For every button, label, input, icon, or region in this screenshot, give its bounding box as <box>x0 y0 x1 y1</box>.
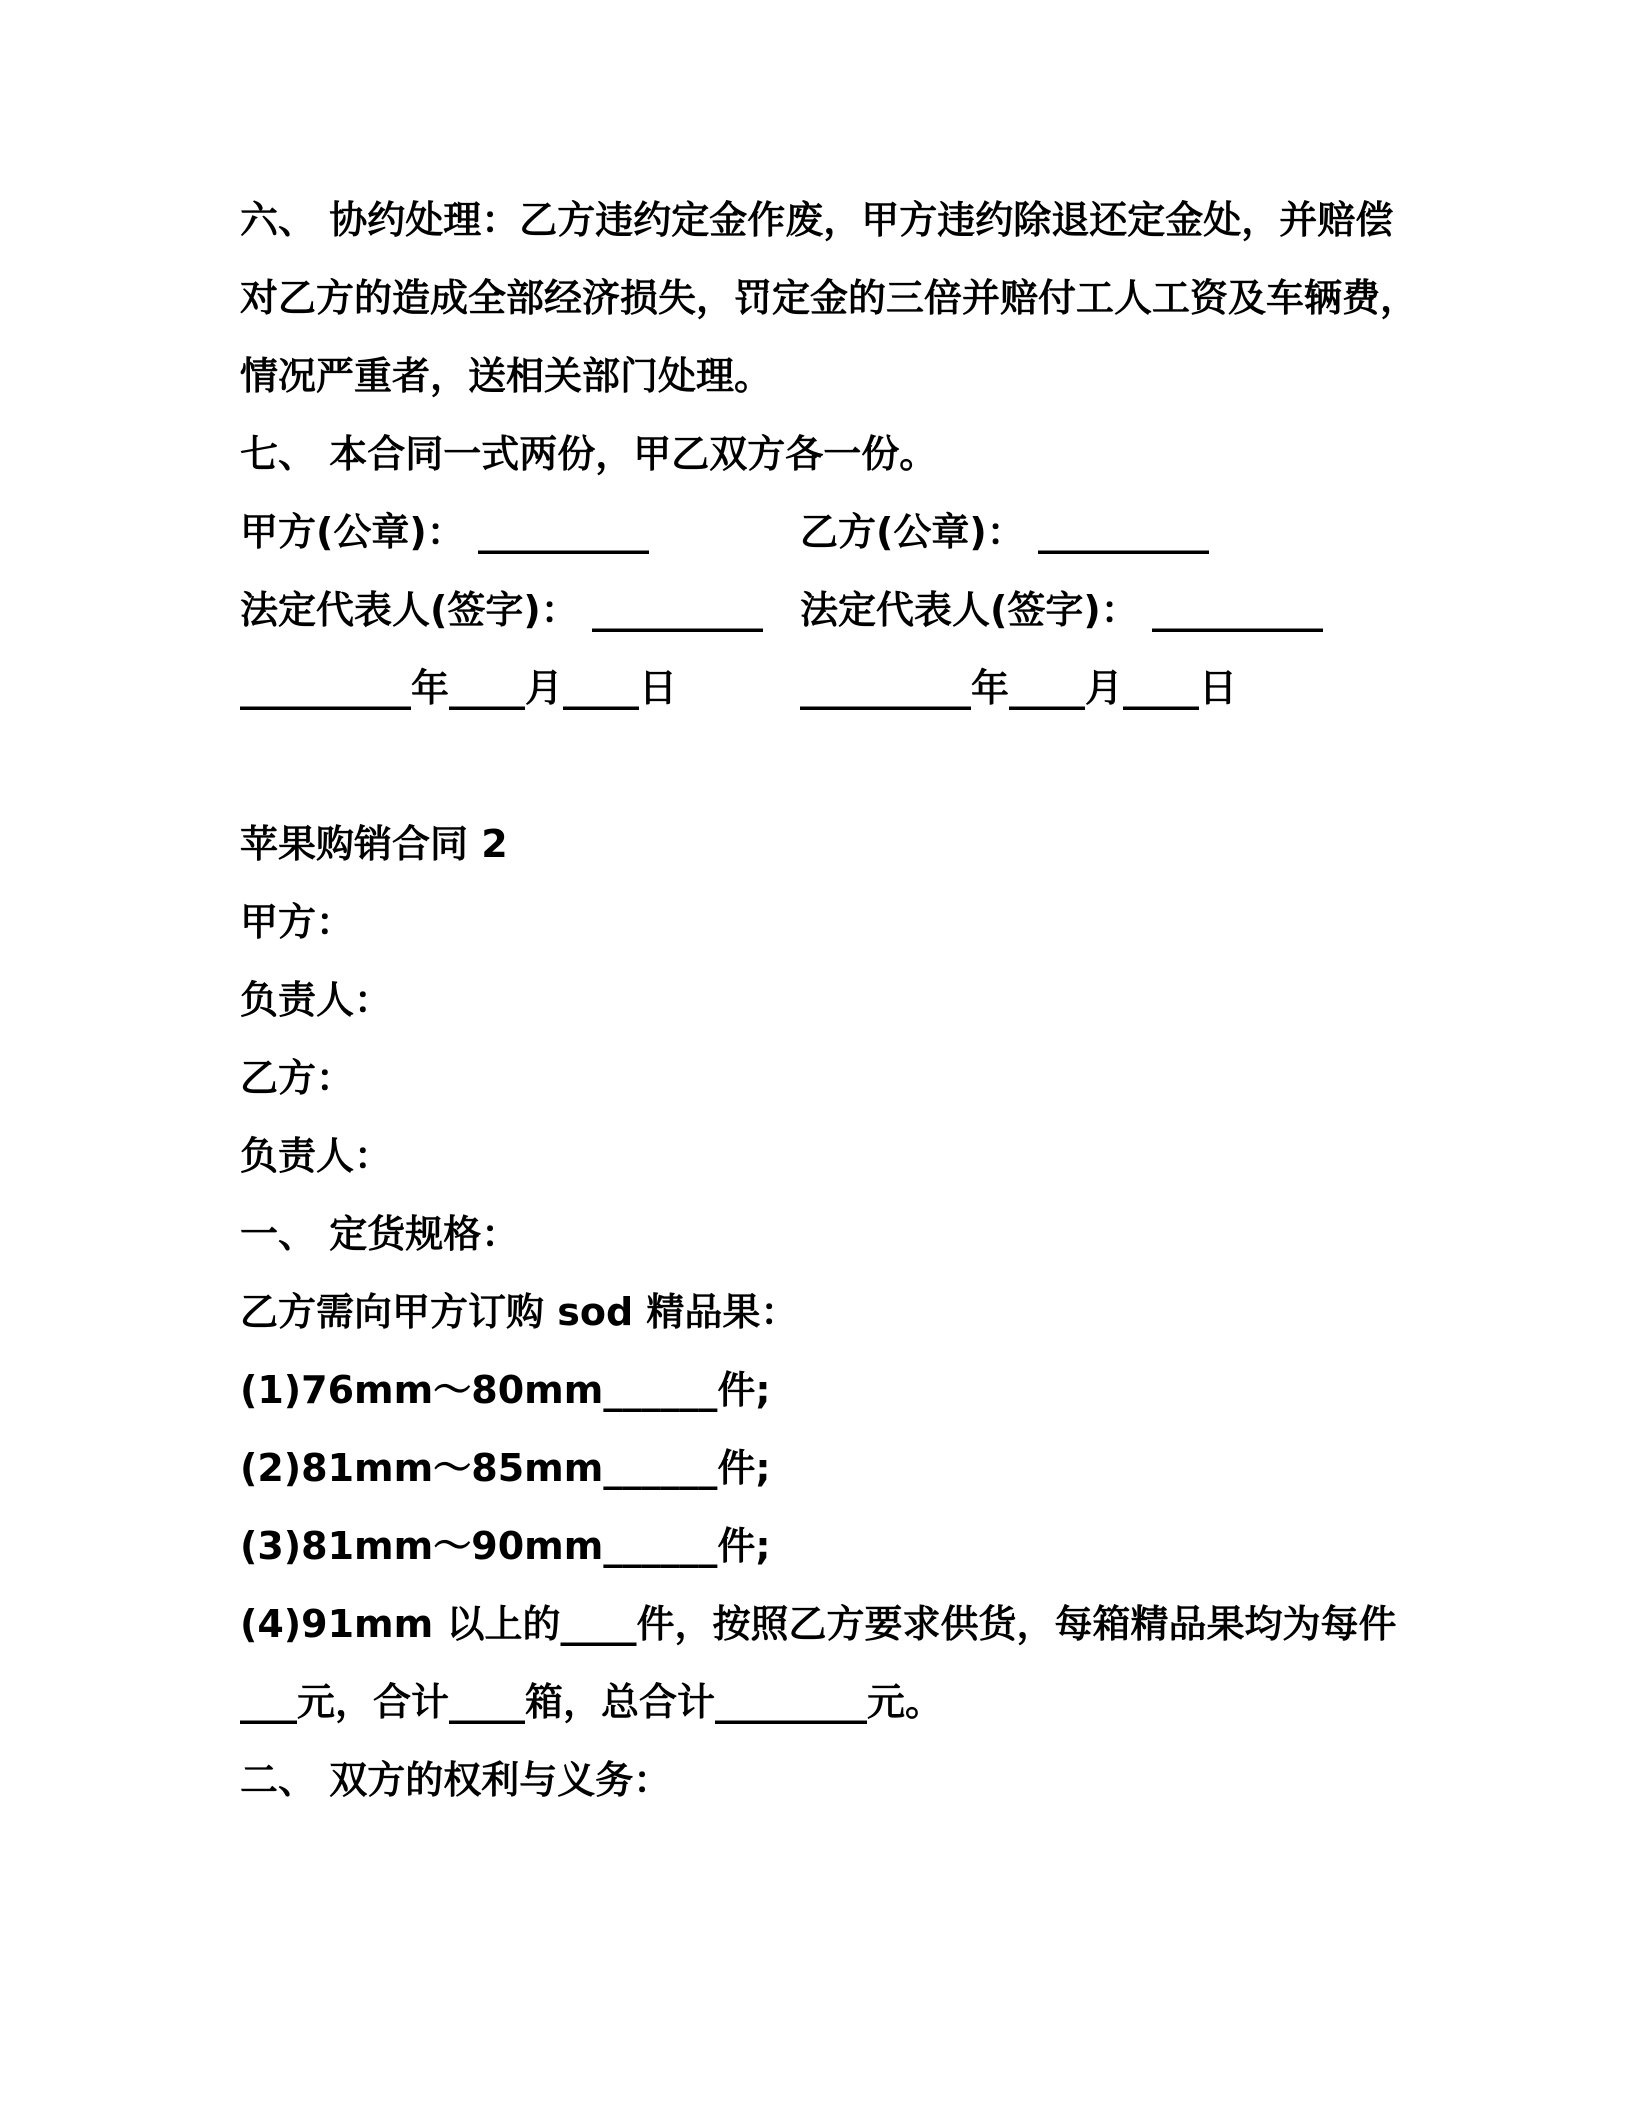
party-a-manager-label: 负责人： <box>240 978 393 1022</box>
clause-6-line-1: 六、 协约处理：乙方违约定金作废，甲方违约除退还定金处，并赔偿 <box>240 198 1394 242</box>
date-row <box>240 649 1395 727</box>
rep-b-signature-blank: 法定代表人(签字)： _________ <box>800 588 1323 632</box>
spec-item-3: (3)81mm～90mm______件; <box>240 1524 771 1568</box>
clause-6-line-2: 对乙方的造成全部经济损失，罚定金的三倍并赔付工人工资及车辆费， <box>240 276 1419 320</box>
clause-6-line-3: 情况严重者，送相关部门处理。 <box>240 354 773 398</box>
party-b-manager-label: 负责人： <box>240 1134 393 1178</box>
spec-item-1: (1)76mm～80mm______件; <box>240 1368 771 1412</box>
party-b-label: 乙方： <box>240 1056 355 1100</box>
rep-a-signature-blank: 法定代表人(签字)： _________ <box>240 588 763 632</box>
section-1-heading: 一、 定货规格： <box>240 1212 520 1256</box>
contract-2-title: 苹果购销合同 2 <box>240 822 508 866</box>
clause-7-line: 七、 本合同一式两份，甲乙双方各一份。 <box>240 432 938 476</box>
section-2-heading: 二、 双方的权利与义务： <box>240 1758 672 1802</box>
party-a-seal-blank: 甲方(公章)： _________ <box>240 510 649 554</box>
seal-signature-row <box>240 493 1395 571</box>
party-b-seal-blank: 乙方(公章)： _________ <box>800 510 1209 554</box>
spec-item-4-line-1: (4)91mm 以上的____件，按照乙方要求供货，每箱精品果均为每件 <box>240 1602 1397 1646</box>
order-intro-line: 乙方需向甲方订购 sod 精品果： <box>240 1290 799 1334</box>
spec-item-4-line-2: ___元，合计____箱，总合计________元。 <box>240 1680 944 1724</box>
legal-representative-row <box>240 571 1395 649</box>
date-a-blank: _________年____月____日 <box>240 666 678 710</box>
section-gap <box>240 727 1395 805</box>
date-b-blank: _________年____月____日 <box>800 666 1238 710</box>
contract-body <box>240 181 1419 1819</box>
party-a-label: 甲方： <box>240 900 355 944</box>
spec-item-2: (2)81mm～85mm______件; <box>240 1446 771 1490</box>
